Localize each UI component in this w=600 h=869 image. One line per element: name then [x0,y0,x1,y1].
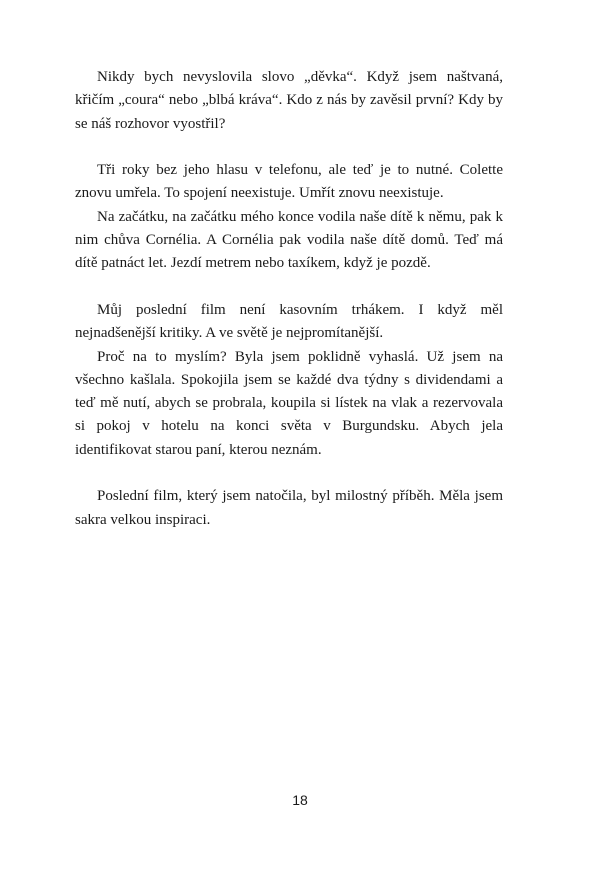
section-gap [75,136,503,159]
paragraph-3: Na začátku, na začátku mého konce vodila naše dítě k němu, pak k nim chůva Cornélia. A Cornélia pak vodila naše dítě domů. Teď má dítě patnáct let. Jezdí metrem nebo taxíkem, když je pozdě. [75,208,503,272]
page-number: 18 [292,792,308,808]
page-body [75,66,503,532]
paragraph-1: Nikdy bych nevyslovila slovo „děvka“. Když jsem naštvaná, křičím „coura“ nebo „blbá kráva“. Kdo z nás by zavěsil první? Kdy by se náš rozhovor vyostřil? [75,69,503,132]
paragraph-2: Tři roky bez jeho hlasu v telefonu, ale teď je to nutné. Colette znovu umřela. To spojení neexistuje. Umřít znovu neexistuje. [75,162,503,202]
paragraph-6: Poslední film, který jsem natočila, byl milostný příběh. Měla jsem sakra velkou inspiraci. [75,488,503,528]
section-gap [75,462,503,485]
section-gap [75,276,503,299]
paragraph-4: Můj poslední film není kasovním trhákem. I když měl nejnadšenější kritiky. A ve světě je nejpromítanější. [75,301,503,342]
paragraph-5: Proč na to myslím? Byla jsem poklidně vyhaslá. Už jsem na všechno kašlala. Spokojila jsem se každé dva týdny s dividendami a teď mě nutí, abych se probrala, koupila si lístek na vlak a rezervovala si pokoj v hotelu na konci světa v Burgundsku. Abych jela identifikovat starou paní, kterou neznám. [75,348,503,458]
